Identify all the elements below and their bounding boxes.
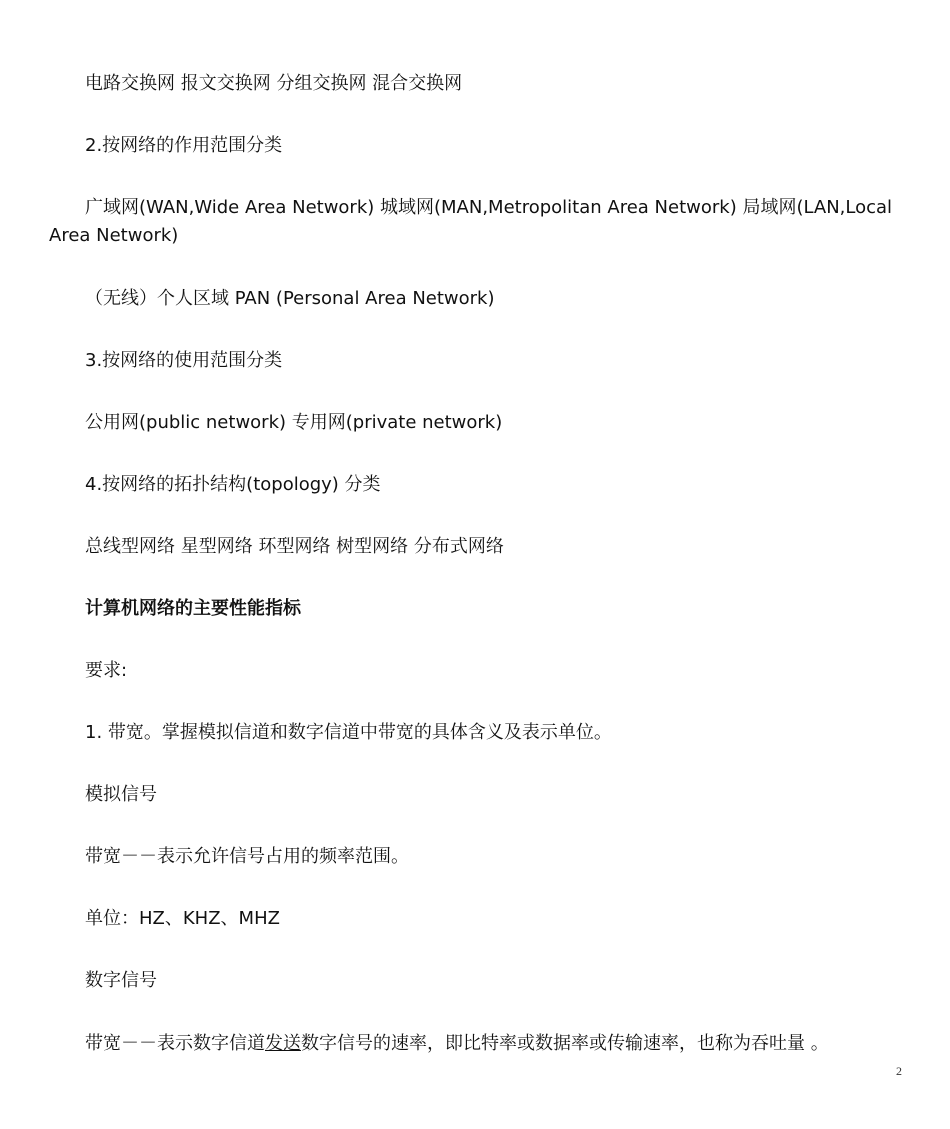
analog-bandwidth-units: 单位：HZ、KHZ、MHZ bbox=[85, 908, 280, 929]
topology-network-types: 总线型网络 星型网络 环型网络 树型网络 分布式网络 bbox=[85, 536, 504, 557]
bandwidth-requirement: 1. 带宽。掌握模拟信道和数字信道中带宽的具体含义及表示单位。 bbox=[85, 722, 612, 743]
page-number: 2 bbox=[896, 1064, 902, 1078]
digital-bandwidth-text-before: 带宽－－表示数字信道 bbox=[85, 1033, 265, 1054]
heading-usage-classification: 3.按网络的使用范围分类 bbox=[85, 350, 283, 371]
digital-signal-heading: 数字信号 bbox=[85, 970, 157, 991]
analog-signal-heading: 模拟信号 bbox=[85, 784, 157, 805]
usage-network-types: 公用网(public network) 专用网(private network) bbox=[85, 412, 503, 433]
digital-bandwidth-text-after: 数字信号的速率，即比特率或数据率或传输速率，也称为吞吐量 。 bbox=[301, 1033, 829, 1054]
pan-network-type: （无线）个人区域 PAN (Personal Area Network) bbox=[85, 288, 495, 309]
analog-bandwidth-definition: 带宽－－表示允许信号占用的频率范围。 bbox=[85, 846, 409, 867]
switching-network-types: 电路交换网 报文交换网 分组交换网 混合交换网 bbox=[85, 73, 463, 94]
section-heading-performance: 计算机网络的主要性能指标 bbox=[85, 598, 301, 619]
digital-bandwidth-definition bbox=[85, 1030, 829, 1058]
heading-scope-classification: 2.按网络的作用范围分类 bbox=[85, 135, 283, 156]
scope-network-types: 广域网(WAN,Wide Area Network) 城域网(MAN,Metropolitan Area Network) 局域网(LAN,Local Area Network) bbox=[49, 197, 893, 246]
requirements-label: 要求: bbox=[85, 660, 128, 681]
underlined-send-word: 发送 bbox=[265, 1033, 301, 1054]
heading-topology-classification: 4.按网络的拓扑结构(topology) 分类 bbox=[85, 474, 381, 495]
